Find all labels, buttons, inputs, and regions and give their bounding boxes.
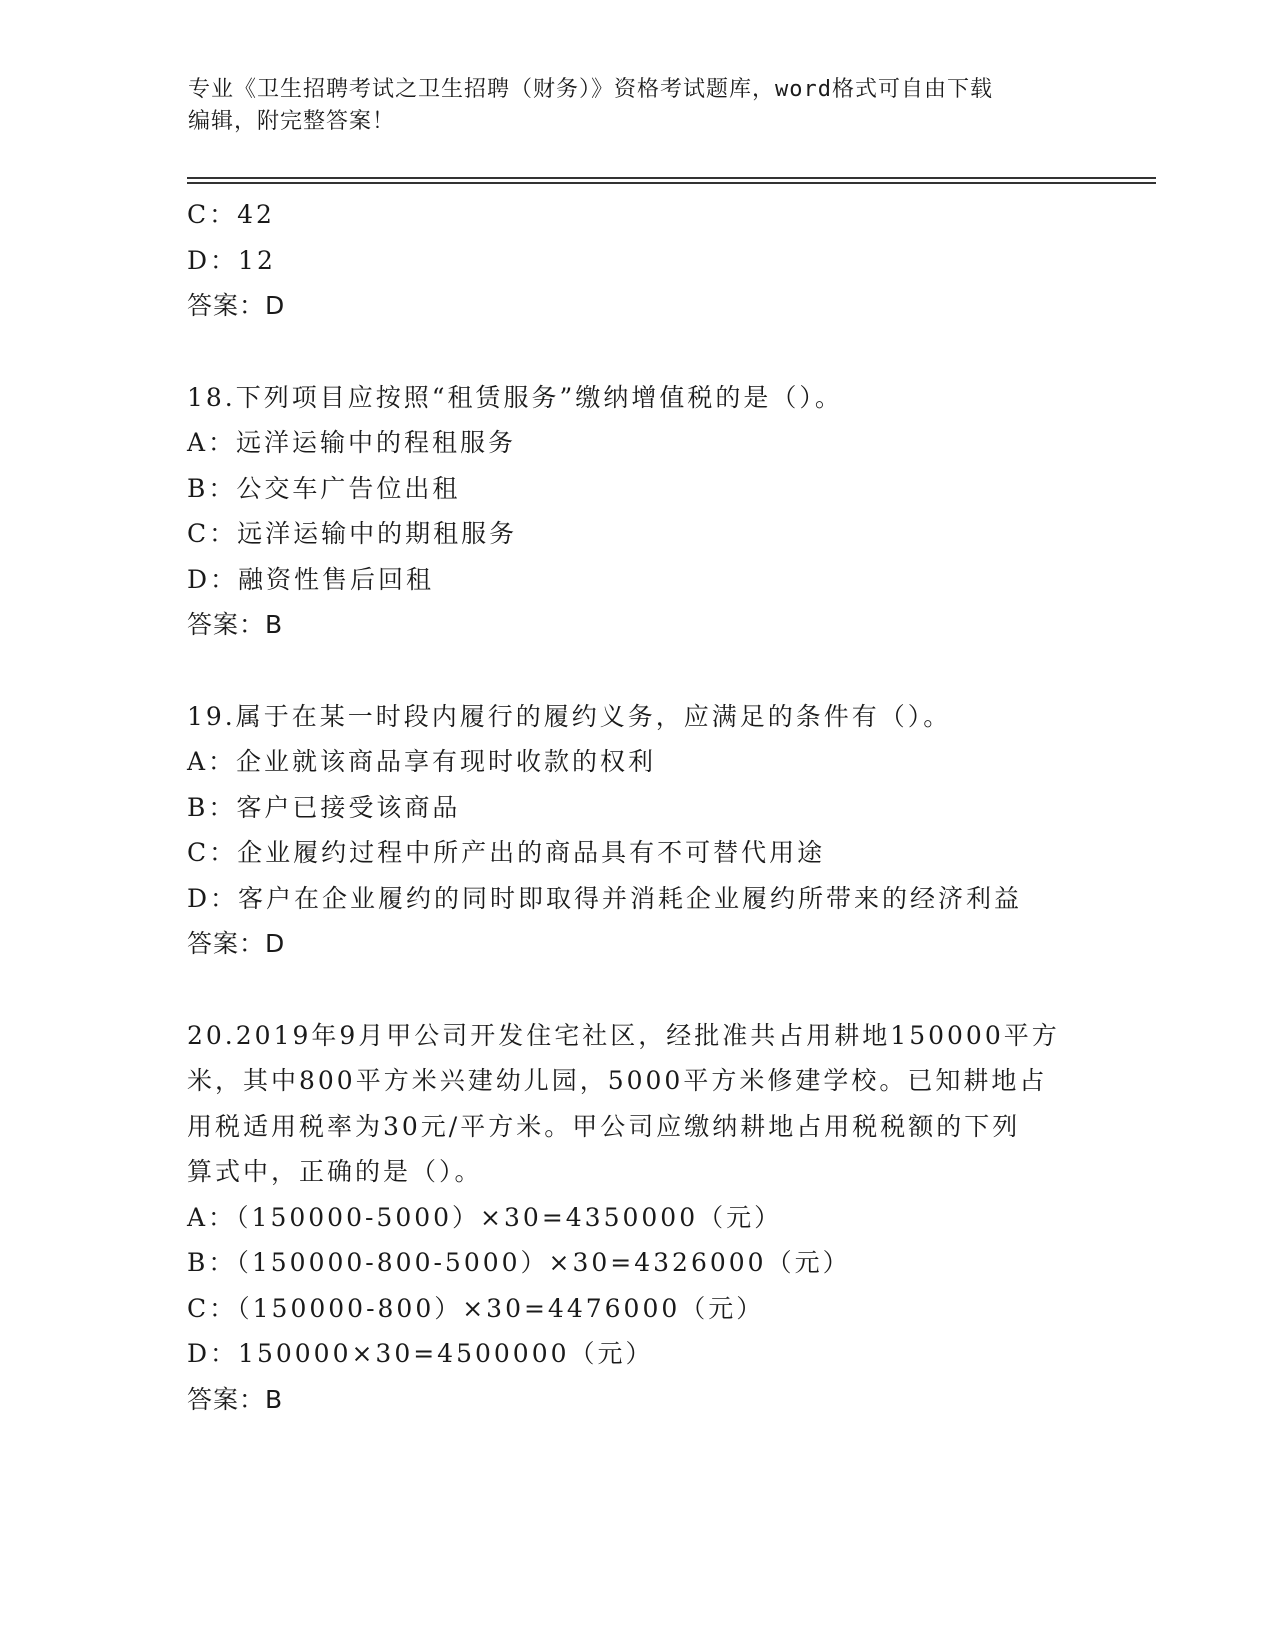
q20-answer: 答案：B (187, 1384, 284, 1414)
q19-option-a: A：企业就该商品享有现时收款的权利 (187, 747, 657, 776)
header-rule-bottom (187, 182, 1156, 184)
q20-stem-line-2: 米，其中800平方米兴建幼儿园，5000平方米修建学校。已知耕地占 (187, 1066, 1048, 1095)
question-17 (187, 192, 1087, 329)
q20-stem-line-1: 20.2019年9月甲公司开发住宅社区，经批准共占用耕地150000平方 (187, 1020, 1060, 1050)
q18-stem: 18.下列项目应按照“租赁服务”缴纳增值税的是（）。 (187, 382, 843, 412)
question-18 (187, 375, 1087, 648)
header-rule-top (187, 177, 1156, 179)
question-20 (187, 1013, 1087, 1423)
q17-answer: 答案：D (187, 291, 286, 320)
q18-option-a: A：远洋运输中的程租服务 (187, 428, 517, 457)
q19-option-c: C：企业履约过程中所产出的商品具有不可替代用途 (187, 838, 826, 867)
document-header (188, 74, 1088, 138)
question-content (187, 192, 1087, 1422)
q20-stem-line-3: 用税适用税率为30元/平方米。甲公司应缴纳耕地占用税税额的下列 (187, 1111, 1021, 1141)
spacer (187, 967, 1087, 1013)
spacer (187, 648, 1087, 694)
question-19 (187, 694, 1087, 967)
header-line-1: 专业《卫生招聘考试之卫生招聘（财务）》资格考试题库，word格式可自由下载 (188, 77, 993, 102)
q20-option-a: A：（150000-5000）×30=4350000（元） (187, 1202, 783, 1232)
q19-option-b: B：客户已接受该商品 (187, 792, 461, 822)
q18-option-c: C：远洋运输中的期租服务 (187, 519, 518, 548)
q20-option-c: C：（150000-800）×30=4476000（元） (187, 1293, 765, 1323)
q17-option-d: D：12 (187, 245, 276, 275)
q19-option-d: D：客户在企业履约的同时即取得并消耗企业履约所带来的经济利益 (187, 883, 1023, 913)
header-line-2: 编辑，附完整答案！ (188, 109, 396, 134)
q17-option-c: C：42 (187, 200, 275, 229)
q19-stem: 19.属于在某一时段内履行的履约义务，应满足的条件有（）。 (187, 701, 952, 731)
q20-stem-line-4: 算式中，正确的是（）。 (187, 1157, 483, 1186)
q18-option-b: B：公交车广告位出租 (187, 473, 461, 503)
q20-option-b: B：（150000-800-5000）×30=4326000（元） (187, 1248, 851, 1277)
q18-option-d: D：融资性售后回租 (187, 564, 435, 594)
q19-answer: 答案：D (187, 929, 286, 958)
q20-option-d: D：150000×30=4500000（元） (187, 1339, 654, 1368)
q18-answer: 答案：B (187, 610, 284, 639)
spacer (187, 329, 1087, 375)
